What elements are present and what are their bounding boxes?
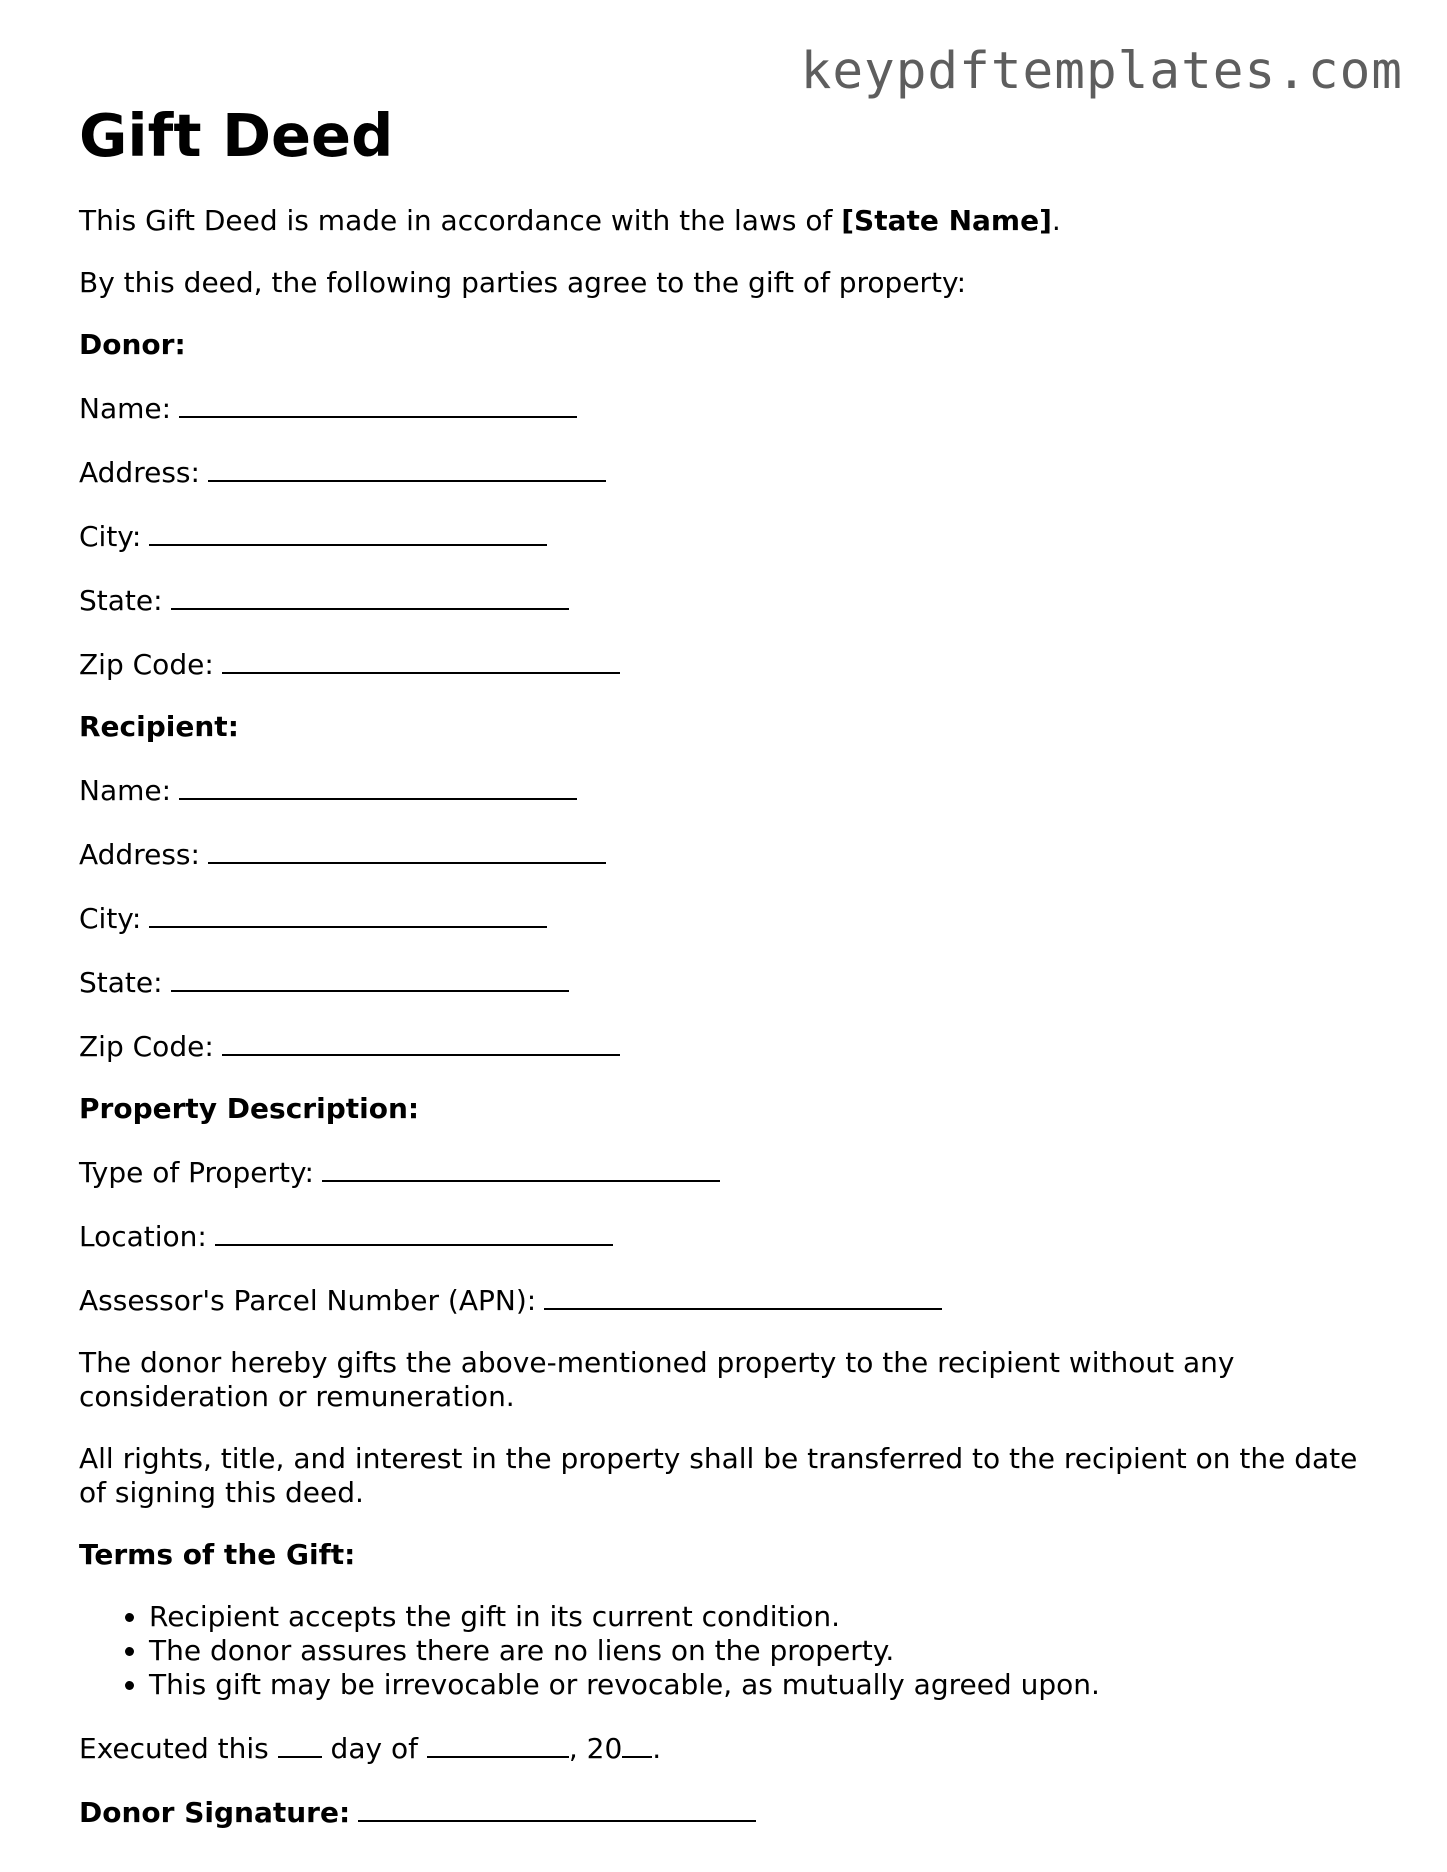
terms-list [79, 1600, 1379, 1702]
field-label: Address: [79, 838, 200, 871]
intro-prefix: This Gift Deed is made in accordance with the laws of [79, 204, 842, 237]
recipient-state-field [79, 964, 1379, 1000]
recipient-name-blank[interactable] [179, 772, 577, 800]
donor-signature-blank[interactable] [358, 1794, 756, 1822]
donor-zip-field [79, 646, 1379, 682]
field-label: Location: [79, 1220, 207, 1253]
property-type-field [79, 1154, 1379, 1190]
recipient-city-field [79, 900, 1379, 936]
execution-text: , 20 [568, 1732, 623, 1765]
signature-label: Donor Signature: [79, 1796, 351, 1829]
recipient-name-field [79, 772, 1379, 808]
donor-city-blank[interactable] [149, 518, 547, 546]
terms-heading: Terms of the Gift: [79, 1538, 356, 1571]
field-label: State: [79, 966, 163, 999]
property-location-field [79, 1218, 1379, 1254]
field-label: City: [79, 902, 142, 935]
list-item: • The donor assures there are no liens on the property. [149, 1634, 1379, 1668]
field-label: Assessor's Parcel Number (APN): [79, 1284, 537, 1317]
field-label: State: [79, 584, 163, 617]
year-blank[interactable] [622, 1730, 652, 1758]
donor-city-field [79, 518, 1379, 554]
field-label: Zip Code: [79, 1030, 214, 1063]
donor-state-field [79, 582, 1379, 618]
donor-address-field [79, 454, 1379, 490]
field-label: Zip Code: [79, 648, 214, 681]
field-label: City: [79, 520, 142, 553]
property-heading: Property Description: [79, 1092, 420, 1125]
property-location-blank[interactable] [215, 1218, 613, 1246]
document-body [79, 204, 1379, 1858]
recipient-heading: Recipient: [79, 710, 239, 743]
month-blank[interactable] [427, 1730, 569, 1758]
document-title: Gift Deed [79, 101, 394, 170]
field-label: Address: [79, 456, 200, 489]
list-item: • This gift may be irrevocable or revocable, as mutually agreed upon. [149, 1668, 1379, 1702]
recipient-state-blank[interactable] [171, 964, 569, 992]
field-label: Name: [79, 774, 172, 807]
donor-address-blank[interactable] [208, 454, 606, 482]
execution-line [79, 1730, 1379, 1766]
intro-paragraph [79, 204, 1379, 238]
property-apn-field [79, 1282, 1379, 1318]
gift-statement: The donor hereby gifts the above-mentioned property to the recipient without any consideration or remuneration. [79, 1346, 1235, 1413]
donor-name-blank[interactable] [179, 390, 577, 418]
execution-text: . [652, 1732, 662, 1765]
watermark: keypdftemplates.com [800, 42, 1403, 101]
recipient-zip-blank[interactable] [222, 1028, 620, 1056]
list-item: • Recipient accepts the gift in its current condition. [149, 1600, 1379, 1634]
donor-signature-field [79, 1794, 1379, 1830]
execution-text: Executed this [79, 1732, 278, 1765]
property-type-blank[interactable] [322, 1154, 720, 1182]
recipient-address-blank[interactable] [208, 836, 606, 864]
donor-state-blank[interactable] [171, 582, 569, 610]
property-apn-blank[interactable] [544, 1282, 942, 1310]
agreement-paragraph: By this deed, the following parties agree to the gift of property: [79, 266, 967, 299]
recipient-address-field [79, 836, 1379, 872]
donor-name-field [79, 390, 1379, 426]
day-blank[interactable] [278, 1730, 322, 1758]
execution-text: day of [321, 1732, 427, 1765]
recipient-zip-field [79, 1028, 1379, 1064]
donor-zip-blank[interactable] [222, 646, 620, 674]
recipient-city-blank[interactable] [149, 900, 547, 928]
donor-heading: Donor: [79, 328, 186, 361]
field-label: Type of Property: [79, 1156, 314, 1189]
intro-suffix: . [1051, 204, 1061, 237]
field-label: Name: [79, 392, 172, 425]
state-name-placeholder: [State Name] [841, 204, 1052, 237]
transfer-statement: All rights, title, and interest in the property shall be transferred to the recipient on the date of signing this deed. [79, 1442, 1358, 1509]
